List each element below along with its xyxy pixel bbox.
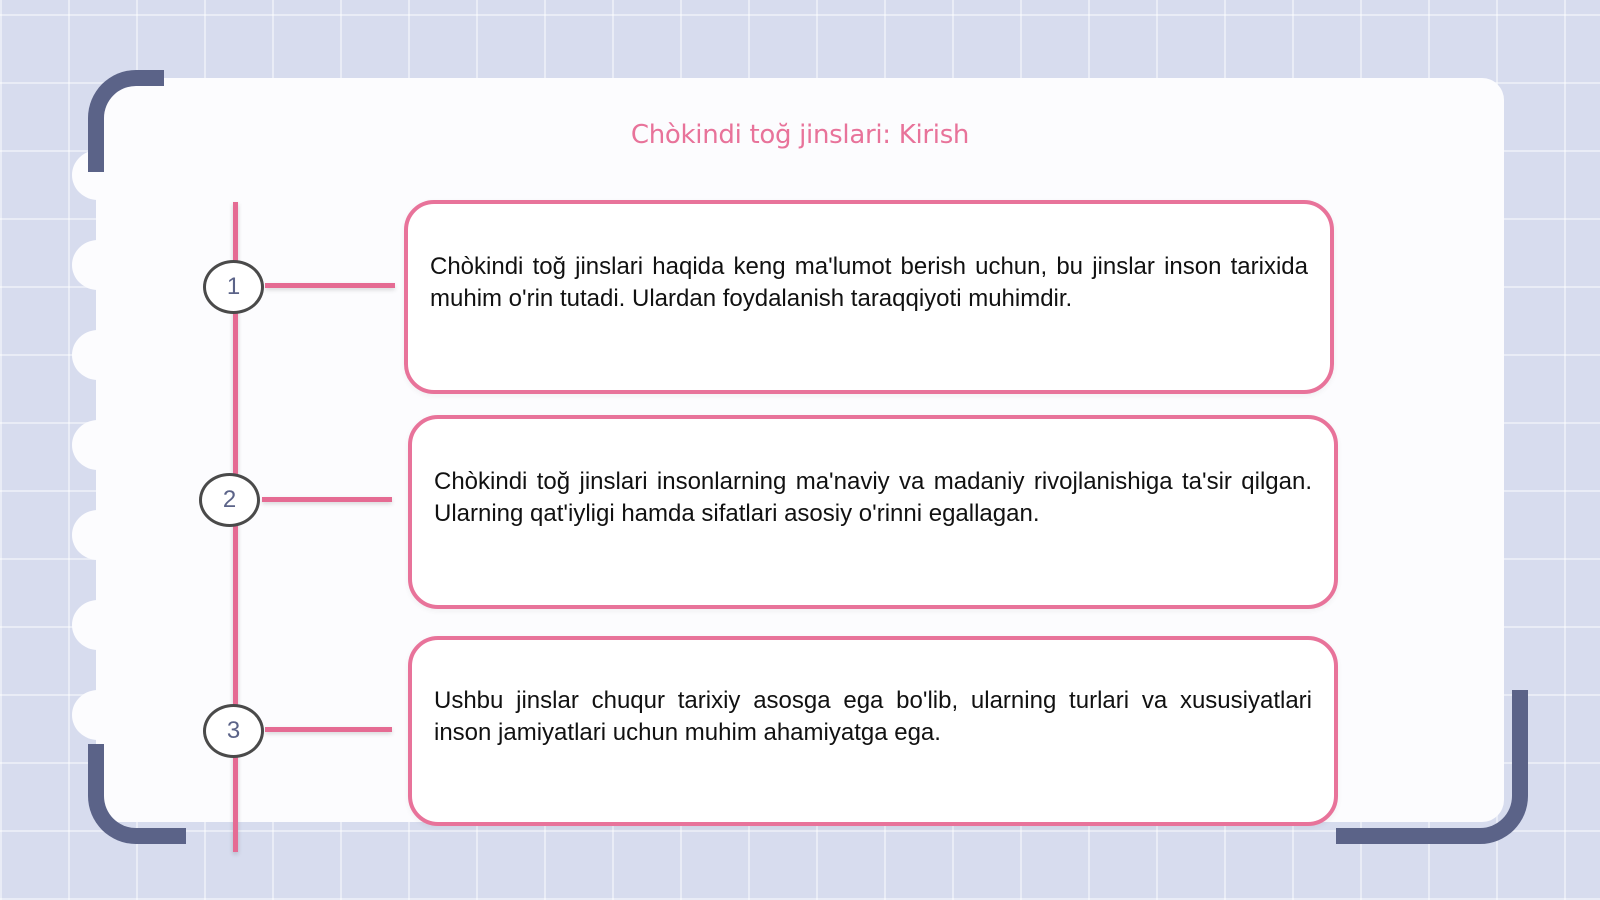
card-tear-edge: [72, 240, 124, 290]
card-tear-edge: [72, 420, 124, 470]
info-box-text: Chòkindi toğ jinslari insonlarning ma'naviy va madaniy rivojlanishiga ta'sir qilgan. Ularning qat'iyligi hamda sifatlari asosiy o'rinni egallagan.: [434, 468, 1312, 527]
corner-bracket-bottom-right: [1336, 690, 1528, 844]
step-number-circle: [203, 260, 264, 314]
timeline-connector: [262, 497, 392, 502]
step-number: 3: [226, 717, 241, 744]
info-box-text: Ushbu jinslar chuqur tarixiy asosga ega bo'lib, ularning turlari va xususiyatlari inson jamiyatlari uchun muhim ahamiyatga ega.: [434, 687, 1312, 746]
card-tear-edge: [72, 510, 124, 560]
timeline-connector: [265, 727, 392, 732]
step-number-circle: [199, 473, 260, 527]
corner-bracket-bottom-left: [88, 744, 186, 844]
card-tear-edge: [72, 600, 124, 650]
card-tear-edge: [72, 690, 124, 740]
step-number: 1: [226, 273, 241, 300]
info-box: [408, 636, 1338, 826]
slide-title: Chòkindi toğ jinslari: Kirish: [630, 120, 970, 150]
step-number-circle: [203, 704, 264, 758]
timeline-connector: [265, 283, 395, 288]
corner-bracket-top-left: [88, 70, 164, 172]
info-box-text: Chòkindi toğ jinslari haqida keng ma'lumot berish uchun, bu jinslar inson tarixida muhim o'rin tutadi. Ulardan foydalanish taraqqiyoti muhimdir.: [430, 253, 1308, 312]
card-tear-edge: [72, 330, 124, 380]
step-number: 2: [222, 486, 237, 513]
info-box: [404, 200, 1334, 394]
info-box: [408, 415, 1338, 609]
